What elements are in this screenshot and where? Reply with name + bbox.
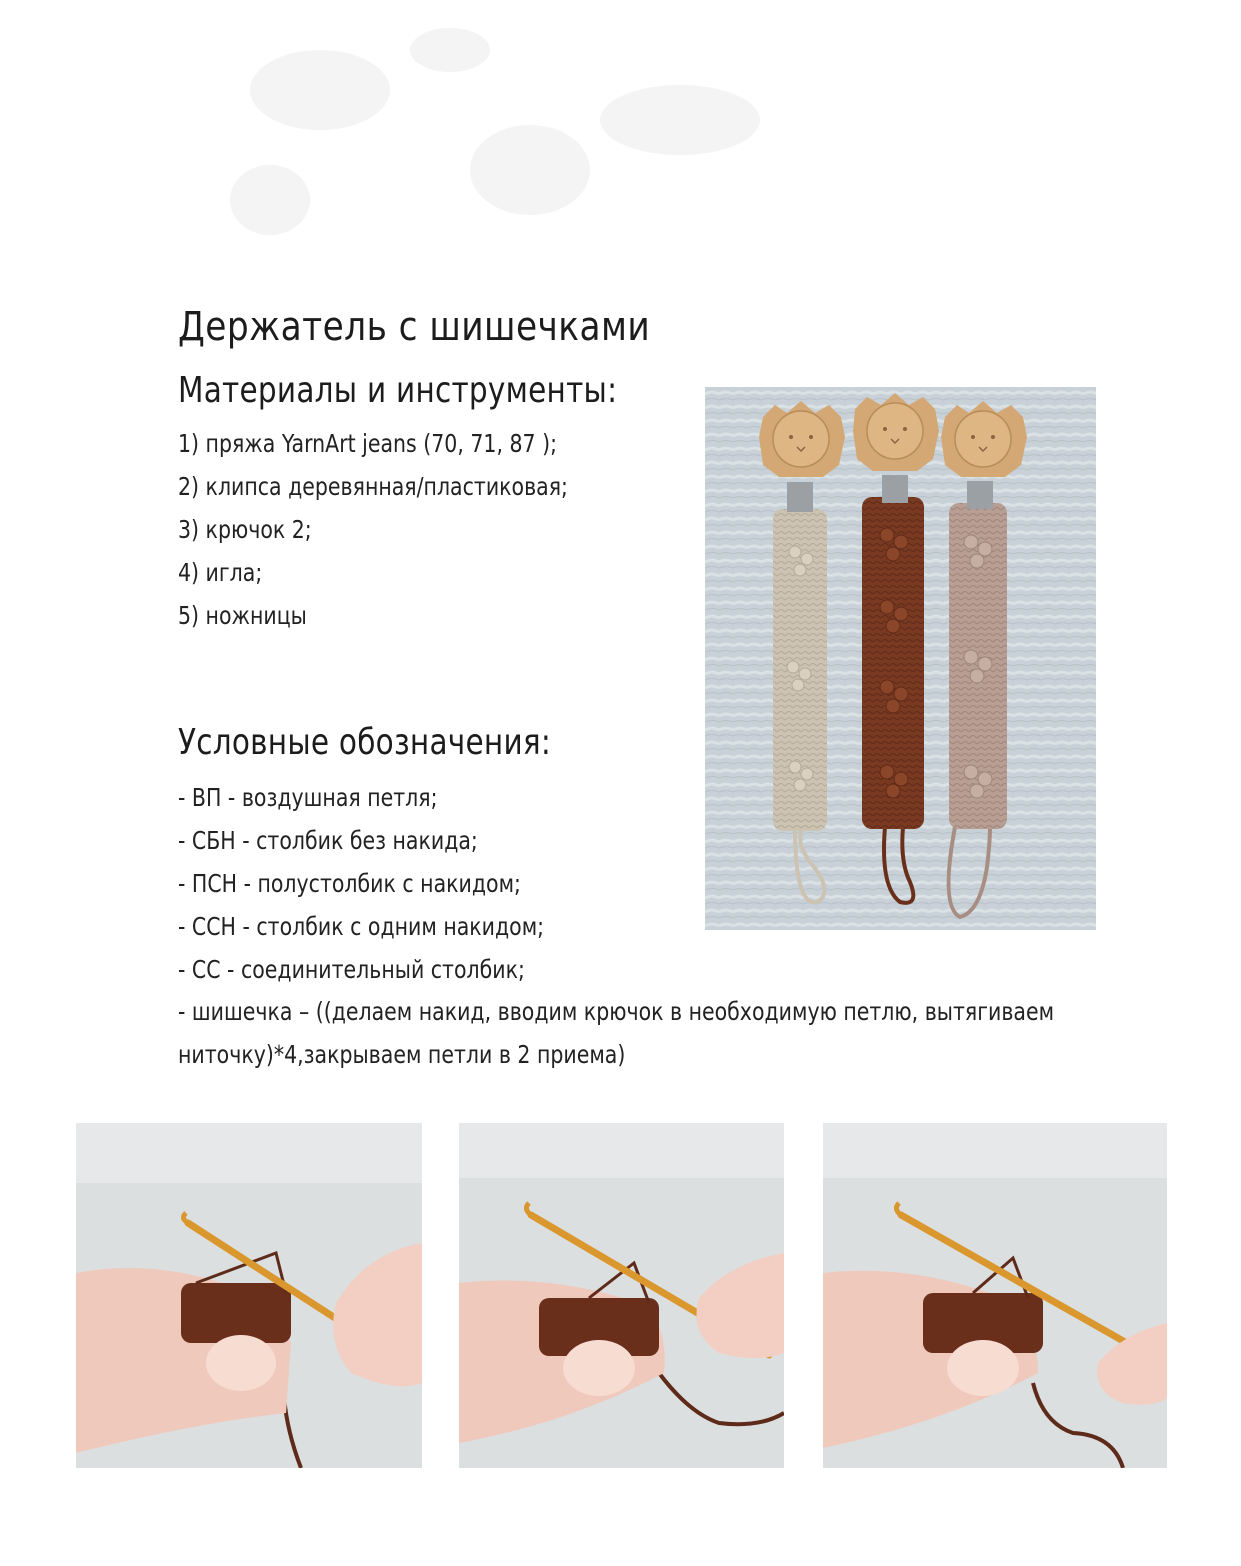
list-item: 3) крючок 2; [178, 515, 312, 544]
bobble-definition-line-1: - шишечка – ((делаем накид, вводим крючок в необходимую петлю, вытягиваем [178, 997, 1055, 1026]
step-photo-2 [459, 1123, 784, 1468]
list-item: 4) игла; [178, 558, 263, 587]
list-item: - ВП - воздушная петля; [178, 783, 438, 812]
list-item: - ССН - столбик с одним накидом; [178, 912, 545, 941]
legend-heading: Условные обозначения: [178, 722, 552, 763]
step-photo-3 [823, 1123, 1167, 1468]
bobble-definition-line-2: ниточку)*4,закрываем петли в 2 приема) [178, 1040, 626, 1069]
materials-heading: Материалы и инструменты: [178, 370, 618, 411]
list-item: 2) клипса деревянная/пластиковая; [178, 472, 568, 501]
list-item: 1) пряжа YarnArt jeans (70, 71, 87 ); [178, 429, 557, 458]
list-item: - СБН - столбик без накида; [178, 826, 478, 855]
product-photo [705, 387, 1096, 930]
list-item: - ПСН - полустолбик с накидом; [178, 869, 521, 898]
materials-list [178, 422, 654, 637]
page-title: Держатель с шишечками [178, 304, 651, 350]
legend-list [178, 776, 624, 991]
list-item: - СС - соединительный столбик; [178, 955, 525, 984]
step-photo-1 [76, 1123, 422, 1468]
list-item: 5) ножницы [178, 601, 307, 630]
faint-watermark [200, 10, 820, 250]
